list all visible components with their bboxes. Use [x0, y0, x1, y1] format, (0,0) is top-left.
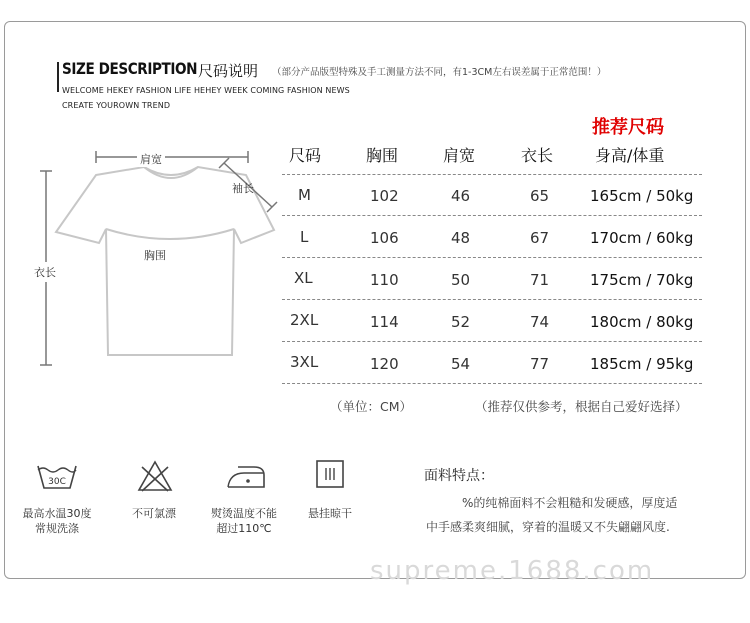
- row-1-shoulder: 46: [451, 187, 471, 205]
- wash-label-line-1: 最高水温30度: [22, 507, 92, 520]
- subtitle-line-1: WELCOME HEKEY FASHION LIFE HEHEY WEEK COMING FASHION NEWS: [62, 86, 350, 95]
- fabric-line-2: 中手感柔爽细腻，穿着的温暖又不失翩翩风度.: [426, 520, 670, 534]
- header-length: 衣长: [521, 146, 554, 165]
- row-divider: [282, 174, 702, 175]
- no-bleach-label: [117, 506, 191, 521]
- unit-note: （单位：CM）: [330, 399, 413, 414]
- row-5-height-weight: 185cm / 95kg: [590, 355, 694, 373]
- row-4-length: 74: [530, 313, 550, 331]
- row-4-size: 2XL: [290, 311, 319, 329]
- row-1-length: 65: [530, 187, 550, 205]
- row-4-chest: 114: [370, 313, 399, 331]
- row-3-shoulder: 50: [451, 271, 471, 289]
- fabric-line-1: %的纯棉面料不会粗糙和发硬感，厚度适: [462, 496, 678, 510]
- wash-temp-badge: 30C: [48, 477, 66, 487]
- row-2-length: 67: [530, 229, 550, 247]
- header-size: 尺码: [289, 146, 322, 165]
- row-5-shoulder: 54: [451, 355, 471, 373]
- row-divider: [282, 257, 702, 258]
- watermark: supreme.1688.com: [370, 556, 655, 586]
- row-4-shoulder: 52: [451, 313, 471, 331]
- row-divider: [282, 299, 702, 300]
- row-1-height-weight: 165cm / 50kg: [590, 187, 694, 205]
- row-2-height-weight: 170cm / 60kg: [590, 229, 694, 247]
- shoulder-label: 肩宽: [137, 151, 165, 167]
- row-5-size: 3XL: [290, 353, 319, 371]
- chest-label: 胸围: [144, 249, 166, 262]
- row-4-height-weight: 180cm / 80kg: [590, 313, 694, 331]
- wash-30-icon: [36, 460, 78, 492]
- row-divider: [282, 341, 702, 342]
- row-5-chest: 120: [370, 355, 399, 373]
- row-2-chest: 106: [370, 229, 399, 247]
- row-divider: [282, 383, 702, 384]
- title-note: （部分产品版型特殊及手工测量方法不同，有1-3CM左右误差属于正常范围！）: [272, 67, 607, 78]
- title-chinese: 尺码说明: [198, 62, 259, 80]
- hang-dry-icon: [315, 459, 345, 489]
- row-5-length: 77: [530, 355, 550, 373]
- header-shoulder: 肩宽: [443, 146, 476, 165]
- length-label: 衣长: [34, 262, 56, 282]
- iron-label: [201, 506, 287, 536]
- no-bleach-icon: [136, 459, 174, 493]
- title-accent-bar: [57, 62, 59, 92]
- row-1-chest: 102: [370, 187, 399, 205]
- wash-label-line-2: 常规洗涤: [35, 522, 79, 535]
- no-bleach-label-line-1: 不可氯漂: [132, 507, 176, 520]
- row-2-size: L: [300, 228, 309, 246]
- recommend-size-label: 推荐尺码: [592, 117, 664, 138]
- row-3-chest: 110: [370, 271, 399, 289]
- hang-dry-label: [296, 506, 364, 521]
- subtitle-line-2: CREATE YOUROWN TREND: [62, 101, 171, 110]
- row-3-size: XL: [294, 269, 313, 287]
- iron-label-line-1: 熨烫温度不能: [211, 507, 277, 520]
- reference-note: （推荐仅供参考，根据自己爱好选择）: [475, 399, 688, 414]
- sleeve-label: 袖长: [232, 182, 254, 195]
- row-3-height-weight: 175cm / 70kg: [590, 271, 694, 289]
- row-2-shoulder: 48: [451, 229, 471, 247]
- row-3-length: 71: [530, 271, 550, 289]
- header-height-weight: 身高/体重: [595, 146, 665, 165]
- iron-icon: [224, 461, 268, 491]
- row-1-size: M: [298, 186, 311, 204]
- title-english: SIZE DESCRIPTION: [62, 59, 198, 78]
- wash-label: [17, 506, 97, 536]
- row-divider: [282, 215, 702, 216]
- hang-dry-label-line-1: 悬挂晾干: [308, 507, 352, 520]
- fabric-title: 面料特点：: [424, 468, 494, 484]
- iron-label-line-2: 超过110℃: [216, 522, 272, 535]
- header-chest: 胸围: [366, 146, 399, 165]
